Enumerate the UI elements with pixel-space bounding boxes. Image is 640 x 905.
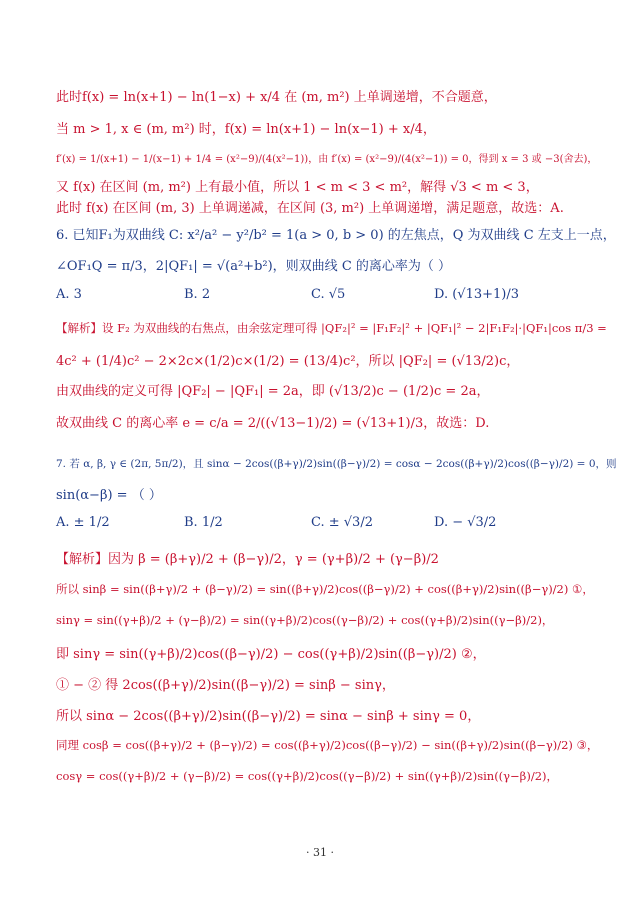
solution-7-line: 所以 sinβ = sin((β+γ)/2 + (β−γ)/2) = sin((β+γ)/2)cos((β−γ)/2) + cos((β+γ)/2)sin((β−γ)/2) ①， (56, 582, 594, 596)
solution-6-line: 【解析】设 F₂ 为双曲线的右焦点，由余弦定理可得 |QF₂|² = |F₁F₂|² + |QF₁|² − 2|F₁F₂|·|QF₁|cos π/3 = (56, 321, 607, 335)
question-7-stem: 7. 若 α, β, γ ∈ (2π, 5π/2)，且 sinα − 2cos((β+γ)/2)sin((β−γ)/2) = cosα − 2cos((β+γ)/2)cos((β−γ)/2) = 0，则 (56, 458, 617, 470)
solution-line: 此时f(x) = ln(x+1) − ln(1−x) + x/4 在 (m, m²) 上单调递增，不合题意， (56, 90, 497, 105)
question-6-stem: 6. 已知F₁为双曲线 C: x²/a² − y²/b² = 1(a > 0, b > 0) 的左焦点，Q 为双曲线 C 左支上一点， (56, 228, 616, 243)
question-6-option-a: A. 3 (56, 287, 82, 302)
solution-line: 此时 f(x) 在区间 (m, 3) 上单调递减，在区间 (3, m²) 上单调递增，满足题意，故选：A. (56, 201, 564, 216)
question-7-stem: sin(α−β) = （ ） (56, 488, 162, 503)
solution-7-line: sinγ = sin((γ+β)/2 + (γ−β)/2) = sin((γ+β)/2)cos((γ−β)/2) + cos((γ+β)/2)sin((γ−β)/2)， (56, 613, 554, 627)
question-7-option-a: A. ± 1/2 (56, 515, 110, 530)
question-6-option-d: D. (√13+1)/3 (434, 287, 520, 302)
question-7-option-b: B. 1/2 (184, 515, 223, 530)
solution-7-line: 即 sinγ = sin((γ+β)/2)cos((β−γ)/2) − cos((γ+β)/2)sin((β−γ)/2) ②， (56, 647, 486, 662)
solution-line: f′(x) = 1/(x+1) − 1/(x−1) + 1/4 = (x²−9)/(4(x²−1))，由 f′(x) = (x²−9)/(4(x²−1)) = 0，得到 x = 3 或 −3(舍去)， (56, 154, 598, 165)
solution-7-line: cosγ = cos((γ+β)/2 + (γ−β)/2) = cos((γ+β)/2)cos((γ−β)/2) + sin((γ+β)/2)sin((γ−β)/2)， (56, 769, 558, 783)
solution-6-line: 4c² + (1/4)c² − 2×2c×(1/2)c×(1/2) = (13/4)c²，所以 |QF₂| = (√13/2)c， (56, 354, 520, 369)
page-number: · 31 · (306, 846, 334, 859)
question-7-option-d: D. − √3/2 (434, 515, 497, 530)
question-6-stem: ∠OF₁Q = π/3，2|QF₁| = √(a²+b²)，则双曲线 C 的离心率为（ ） (56, 259, 452, 274)
question-6-option-b: B. 2 (184, 287, 211, 302)
question-7-option-c: C. ± √3/2 (311, 515, 373, 530)
solution-7-line: ① − ② 得 2cos((β+γ)/2)sin((β−γ)/2) = sinβ − sinγ， (56, 678, 395, 693)
solution-6-line: 故双曲线 C 的离心率 e = c/a = 2/((√13−1)/2) = (√13+1)/3，故选：D. (56, 416, 490, 431)
solution-line: 又 f(x) 在区间 (m, m²) 上有最小值，所以 1 < m < 3 < m²，解得 √3 < m < 3， (56, 180, 539, 195)
solution-7-line: 【解析】因为 β = (β+γ)/2 + (β−γ)/2，γ = (γ+β)/2 + (γ−β)/2 (56, 552, 439, 567)
solution-line: 当 m > 1, x ∈ (m, m²) 时，f(x) = ln(x+1) − ln(x−1) + x/4， (56, 122, 436, 137)
solution-7-line: 同理 cosβ = cos((β+γ)/2 + (β−γ)/2) = cos((β+γ)/2)cos((β−γ)/2) − sin((β+γ)/2)sin((β−γ)/2) ③， (56, 738, 599, 752)
solution-6-line: 由双曲线的定义可得 |QF₂| − |QF₁| = 2a，即 (√13/2)c − (1/2)c = 2a， (56, 384, 490, 399)
question-6-option-c: C. √5 (311, 287, 346, 302)
solution-7-line: 所以 sinα − 2cos((β+γ)/2)sin((β−γ)/2) = sinα − sinβ + sinγ = 0， (56, 709, 481, 724)
